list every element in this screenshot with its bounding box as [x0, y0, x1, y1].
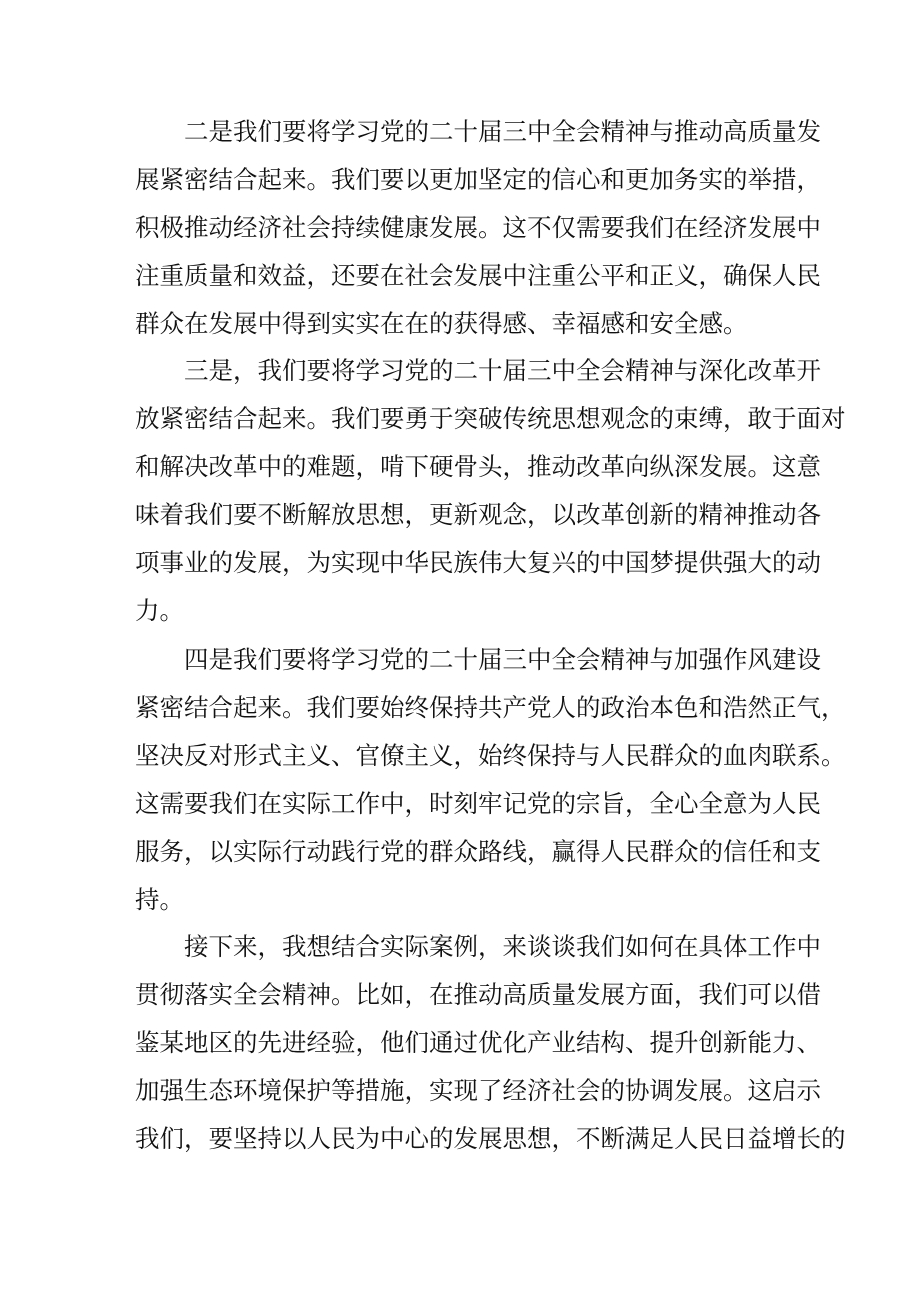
- text-line: 持。: [135, 885, 184, 914]
- text-line: 放紧密结合起来。我们要勇于突破传统思想观念的束缚，敢于面对: [135, 404, 846, 433]
- text-line: 四是我们要将学习党的二十届三中全会精神与加强作风建设: [135, 645, 821, 674]
- text-line: 积极推动经济社会持续健康发展。这不仅需要我们在经济发展中: [135, 213, 821, 242]
- text-line: 紧密结合起来。我们要始终保持共产党人的政治本色和浩然正气，: [135, 693, 846, 722]
- text-line: 这需要我们在实际工作中，时刻牢记党的宗旨，全心全意为人民: [135, 789, 821, 818]
- text-line: 加强生态环境保护等措施，实现了经济社会的协调发展。这启示: [135, 1076, 821, 1105]
- text-line: 贯彻落实全会精神。比如，在推动高质量发展方面，我们可以借: [135, 980, 821, 1009]
- text-line: 坚决反对形式主义、官僚主义，始终保持与人民群众的血肉联系。: [135, 741, 846, 770]
- text-line: 注重质量和效益，还要在社会发展中注重公平和正义，确保人民: [135, 261, 821, 290]
- text-line: 鉴某地区的先进经验，他们通过优化产业结构、提升创新能力、: [135, 1028, 821, 1057]
- text-line: 我们，要坚持以人民为中心的发展思想，不断满足人民日益增长的: [135, 1124, 846, 1153]
- text-line: 三是，我们要将学习党的二十届三中全会精神与深化改革开: [135, 356, 821, 385]
- text-line: 接下来，我想结合实际案例，来谈谈我们如何在具体工作中: [135, 932, 821, 961]
- paragraph-practical-case: [135, 923, 846, 1163]
- paragraph-4-work-style: [135, 636, 846, 924]
- text-line: 群众在发展中得到实实在在的获得感、幸福感和安全感。: [135, 309, 748, 338]
- text-line: 力。: [135, 596, 184, 625]
- paragraph-2-high-quality-development: [135, 108, 821, 348]
- text-line: 服务，以实际行动践行党的群众路线，赢得人民群众的信任和支: [135, 837, 821, 866]
- text-line: 展紧密结合起来。我们要以更加坚定的信心和更加务实的举措，: [135, 165, 821, 194]
- paragraph-3-deepen-reform: [135, 347, 846, 635]
- text-line: 项事业的发展，为实现中华民族伟大复兴的中国梦提供强大的动: [135, 548, 821, 577]
- text-line: 味着我们要不断解放思想，更新观念，以改革创新的精神推动各: [135, 500, 821, 529]
- text-line: 和解决改革中的难题，啃下硬骨头，推动改革向纵深发展。这意: [135, 452, 821, 481]
- text-line: 二是我们要将学习党的二十届三中全会精神与推动高质量发: [135, 117, 821, 146]
